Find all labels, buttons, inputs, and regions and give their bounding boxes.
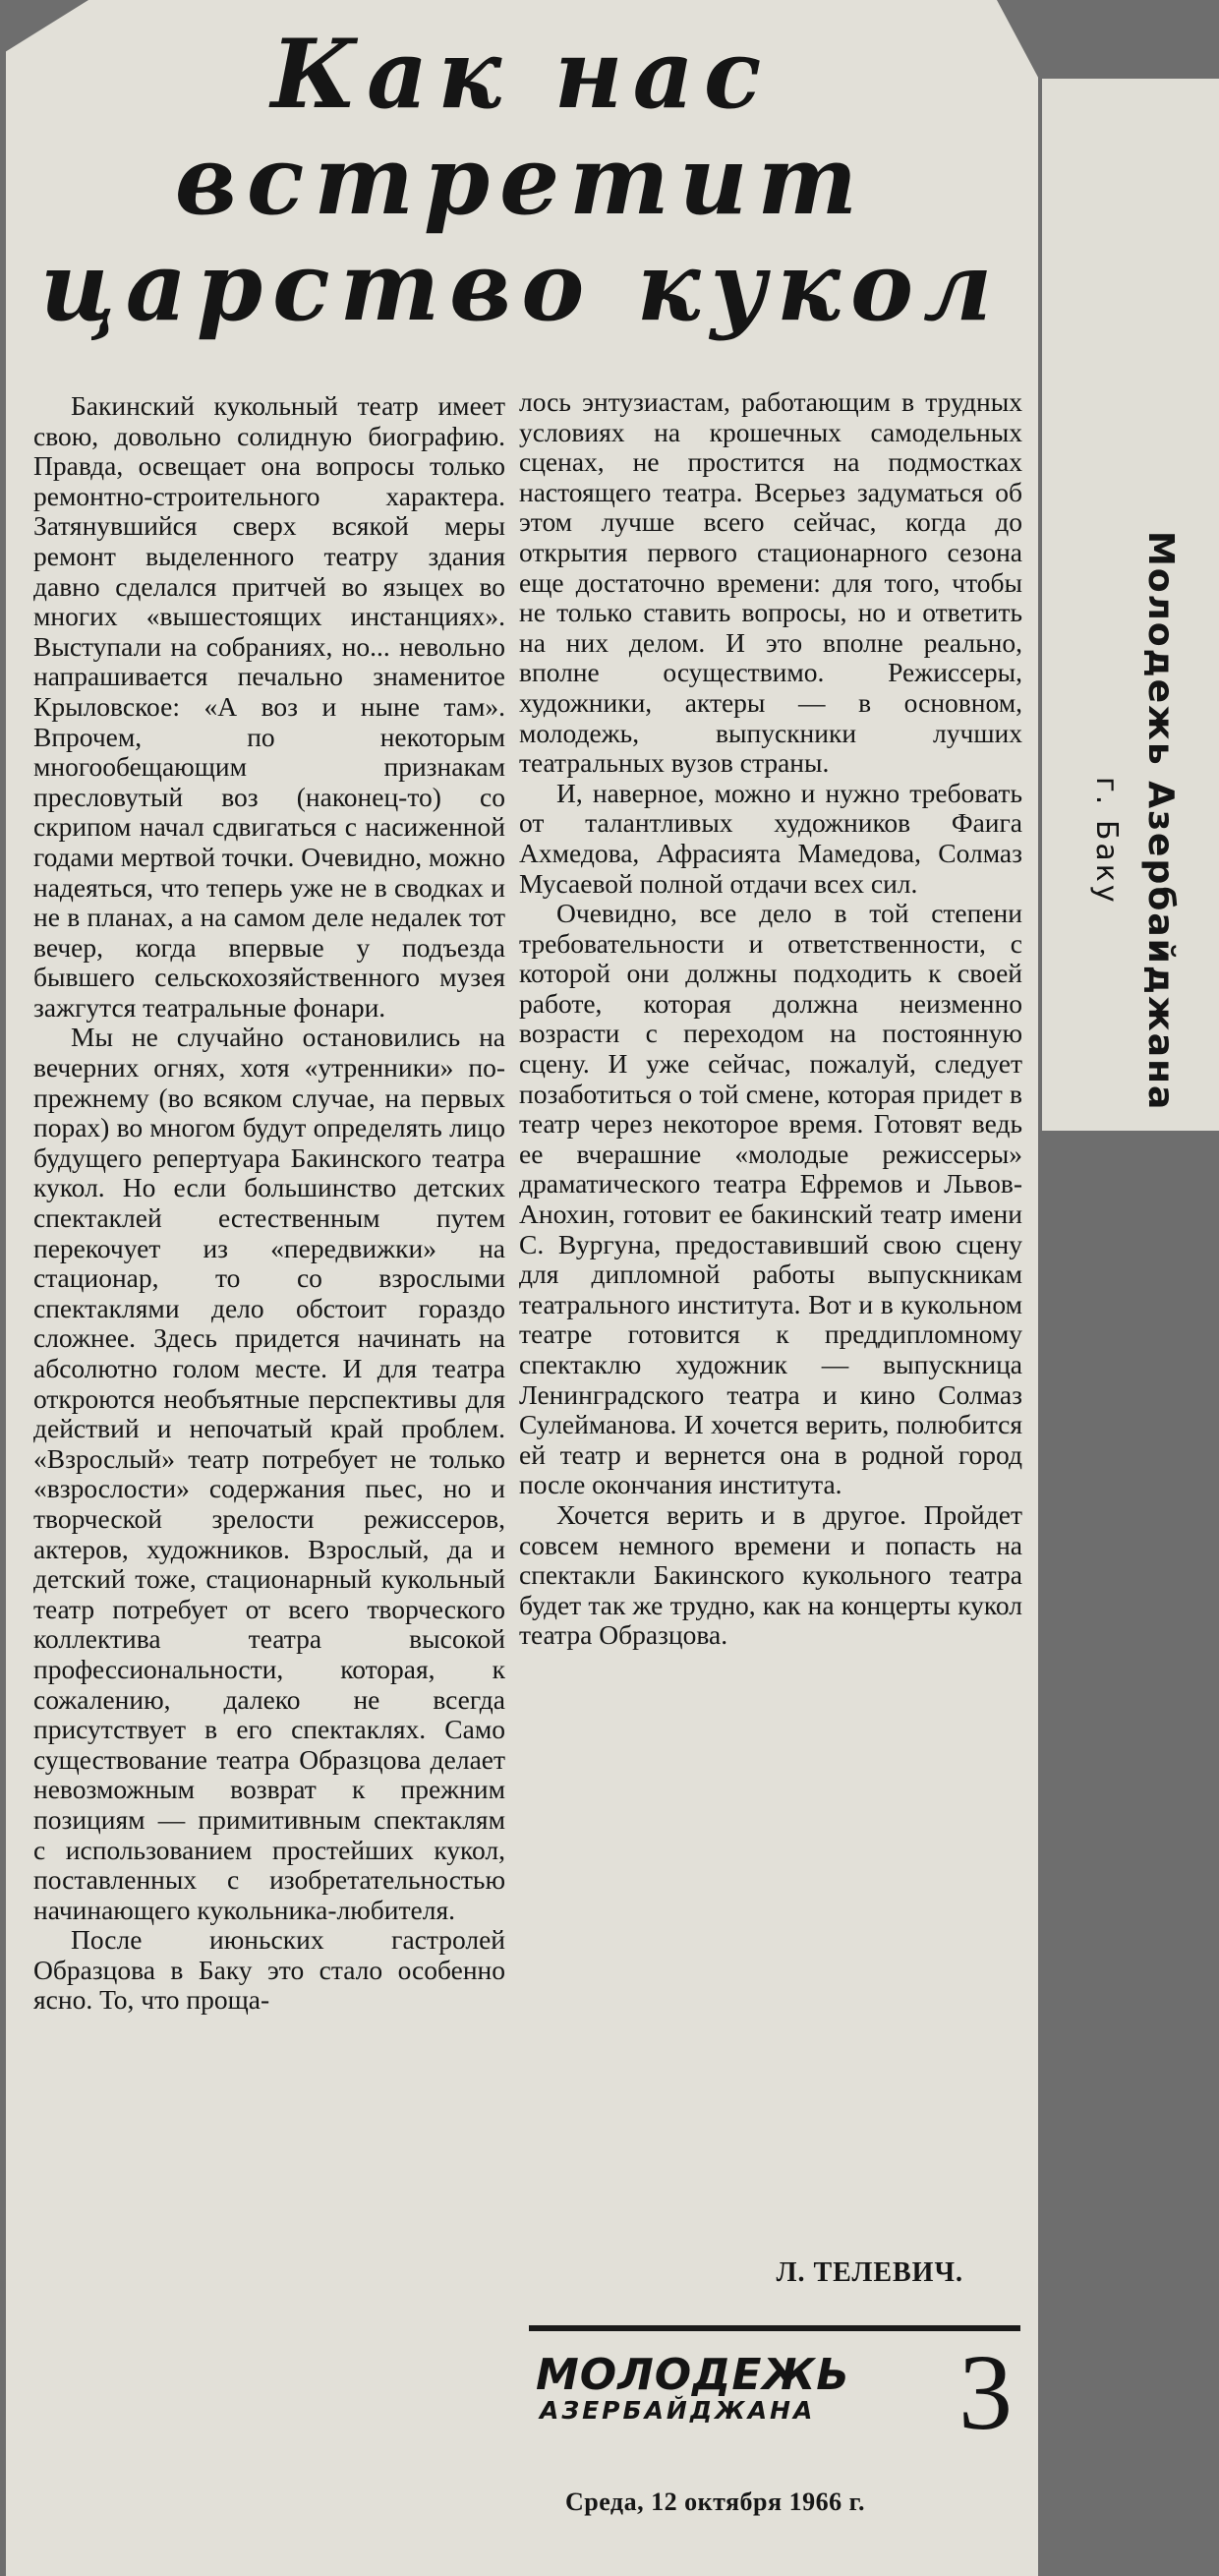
author-signature: Л. ТЕЛЕВИЧ. xyxy=(776,2257,963,2288)
logo-line-2: АЗЕРБАЙДЖАНА xyxy=(540,2396,816,2425)
paragraph: И, наверное, можно и нужно требовать от талантливых художников Фаига Ахмедова, Афрасията Мамедова, Солмаз Мусаевой полной отдачи всех сил. xyxy=(519,777,1022,899)
issue-date: Среда, 12 октября 1966 г. xyxy=(565,2488,865,2516)
headline-line-1: Как нас xyxy=(270,19,772,130)
article-headline xyxy=(39,19,1003,342)
paragraph: Мы не случайно остановились на вечерних огнях, хотя «утренники» по-прежнему (во всяком случае, на первых порах) во многом будут определять лицо будущего репертуара Бакинского театра кукол. Но если большинство детских спектаклей естественным путем перекочует из «передвижки» на стационар, то со взрослыми спектаклями дело обстоит гораздо сложнее. Здесь придется начинать на абсолютно голом месте. И для театра откроются необъятные перспективы для действий и непочатый край проблем. «Взрослый» театр потребует не только «взрослости» содержания пьес, но и творческой зрелости режиссеров, актеров, художников. Взрослый, да и детский тоже, стационарный кукольный театр потребует от всего творческого коллектива театра высокой профессиональности, которая, к сожалению, далеко не всегда присутствует в его спектаклях. Само существование театра Образцова делает невозможным возврат к прежним позициям — примитивным спектаклям с использованием простейших кукол, поставленных с изобретательностью начинающего кукольника-любителя. xyxy=(33,1022,505,1925)
handwritten-city: г. Баку xyxy=(1089,777,1124,906)
masthead-rule xyxy=(529,2325,1020,2331)
logo-line-1: МОЛОДЕЖЬ xyxy=(536,2350,850,2400)
paragraph: лось энтузиастам, работающим в трудных условиях на крошечных самодельных сценах, не простится на подмостках настоящего театра. Всерьез задуматься об этом лучше всего сейчас, когда до открытия первого стационарного сезона еще достаточно времени: для того, чтобы не только ставить вопросы, но и ответить на них делом. И это вполне реально, вполне осуществимо. Режиссеры, художники, актеры — в основном, молодежь, выпускники лучших театральных вузов страны. xyxy=(519,387,1022,779)
article-column-2 xyxy=(519,387,1022,2265)
handwritten-paper-name: Молодежь Азербайджана xyxy=(1140,531,1181,1112)
note-paper xyxy=(1042,79,1219,1131)
article-column-1 xyxy=(33,391,505,2558)
paragraph: Очевидно, все дело в той степени требовательности и ответственности, с которой они должны подходить к своей работе, которая должна неизменно возрасти с переходом на постоянную сцену. И уже сейчас, пожалуй, следует позаботиться о той смене, которая придет в театр через некоторое время. Готовят ведь ее вчерашние «молодые режиссеры» драматического театра Ефремов и Львов-Анохин, готовит ее бакинский театр имени С. Вургуна, предоставивший свою сцену для дипломной работы выпускникам театрального института. Вот и в кукольном театре готовится к преддипломному спектаклю художник — выпускница Ленинградского театра и кино Солмаз Сулейманова. И хочется верить, полюбится ей театр и вернется она в родной город после окончания института. xyxy=(519,898,1022,1500)
paragraph: Бакинский кукольный театр имеет свою, довольно солидную биографию. Правда, освещает она вопросы только ремонтно-строительного характера. Затянувшийся сверх всякой меры ремонт выделенного театру здания давно сделался притчей во языцех во многих «вышестоящих инстанциях». Выступали на собраниях, но... невольно напрашивается печально знаменитое Крыловское: «А воз и ныне там». Впрочем, по некоторым многообещающим признакам пресловутый воз (наконец-то) со скрипом начал сдвигаться с насиженной годами мертвой точки. Очевидно, можно надеяться, что теперь уже не в сводках и не в планах, а на самом деле недалек тот вечер, когда впервые у подъезда бывшего сельскохозяйственного музея зажгутся театральные фонари. xyxy=(33,391,505,1023)
headline-line-3: царство кукол xyxy=(39,231,1003,342)
headline-line-2: встретит xyxy=(174,125,868,236)
page-number: 3 xyxy=(958,2332,1013,2452)
paragraph: Хочется верить и в другое. Пройдет совсем немного времени и попасть на спектакли Бакинского кукольного театра будет так же трудно, как на концерты кукол театра Образцова. xyxy=(519,1498,1022,1651)
newspaper-logo xyxy=(536,2350,949,2432)
paragraph: После июньских гастролей Образцова в Баку это стало особенно ясно. То, что проща- xyxy=(33,1924,505,2016)
